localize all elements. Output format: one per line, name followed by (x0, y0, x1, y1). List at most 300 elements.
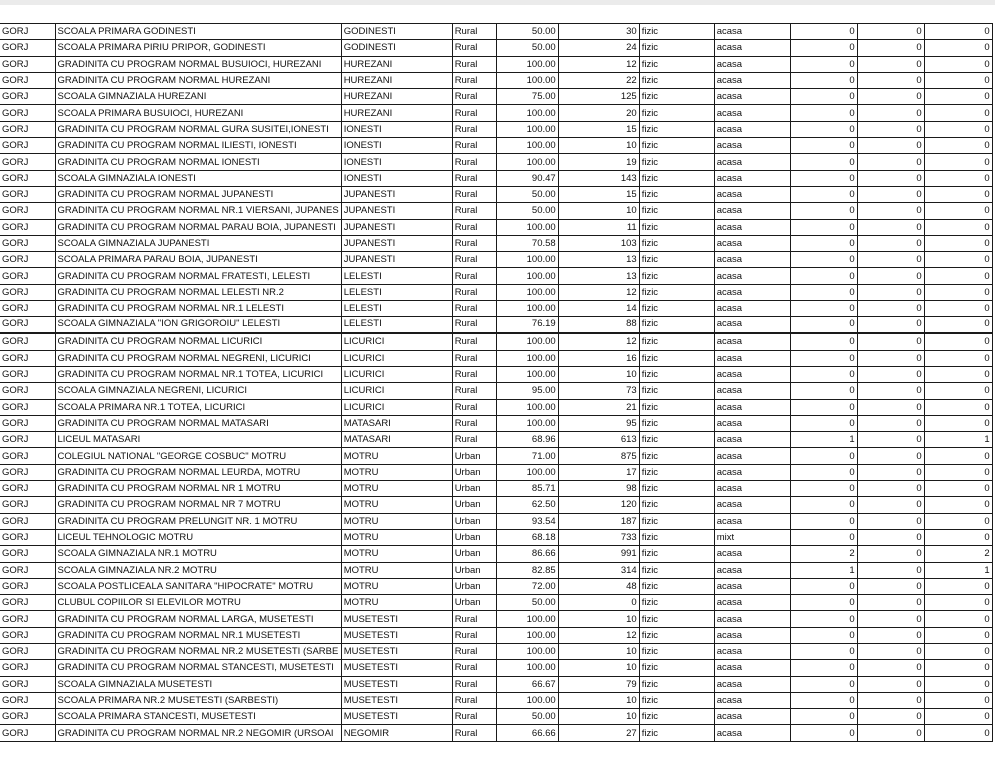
percent-text: 100.00 (526, 123, 556, 135)
county-cell (0, 317, 55, 334)
percent-cell (496, 56, 558, 72)
percent-text: 100.00 (526, 466, 556, 478)
count1-text: 0 (849, 172, 855, 184)
mode-text: fizic (641, 499, 659, 511)
scenario-cell (714, 219, 790, 235)
school-name-text: GRADINITA CU PROGRAM NORMAL NR 7 MOTRU (57, 499, 281, 511)
locality-text: NEGOMIR (343, 727, 390, 739)
area-cell (452, 268, 496, 284)
count1-text: 0 (849, 318, 855, 330)
scenario-cell (714, 399, 790, 415)
area-cell (452, 464, 496, 480)
students-cell (558, 562, 639, 578)
county-cell (0, 595, 55, 611)
locality-cell (341, 56, 452, 72)
percent-text: 100.00 (526, 336, 556, 348)
area-text: Rural (454, 286, 478, 298)
mode-text: fizic (641, 189, 659, 201)
count1-text: 0 (849, 238, 855, 249)
count2-cell (857, 725, 924, 741)
percent-cell (496, 333, 558, 350)
count3-text: 0 (984, 26, 990, 38)
percent-cell (496, 415, 558, 431)
school-name-cell (55, 448, 341, 464)
school-name-text: SCOALA GIMNAZIALA JUPANESTI (57, 238, 210, 249)
school-name-text: GRADINITA CU PROGRAM NORMAL BUSUIOCI, HUREZANI (57, 58, 322, 70)
table-row (0, 366, 992, 382)
count2-cell (857, 72, 924, 88)
students-cell (558, 709, 639, 725)
count3-text: 0 (984, 123, 990, 135)
count1-text: 0 (849, 205, 855, 217)
count2-cell (857, 415, 924, 431)
area-text: Rural (454, 336, 478, 348)
count3-cell (924, 578, 992, 594)
percent-text: 90.47 (531, 172, 556, 184)
count3-text: 0 (984, 75, 990, 87)
scenario-text: acasa (716, 42, 743, 54)
count1-text: 0 (849, 532, 855, 544)
count2-cell (857, 268, 924, 284)
table-row (0, 676, 992, 692)
county-text: GORJ (2, 352, 29, 364)
percent-text: 93.54 (531, 515, 556, 527)
count2-text: 0 (916, 352, 922, 364)
count3-cell (924, 595, 992, 611)
county-cell (0, 89, 55, 105)
mode-cell (639, 546, 714, 562)
percent-text: 70.58 (531, 238, 556, 249)
percent-cell (496, 89, 558, 105)
percent-text: 50.00 (531, 711, 556, 723)
school-name-cell (55, 284, 341, 300)
scenario-text: acasa (716, 318, 743, 330)
table-row (0, 40, 992, 56)
area-cell (452, 219, 496, 235)
count3-cell (924, 415, 992, 431)
locality-text: MOTRU (343, 466, 379, 478)
area-cell (452, 301, 496, 317)
count3-cell (924, 121, 992, 137)
count2-text: 0 (916, 318, 922, 330)
mode-text: fizic (641, 303, 659, 315)
count2-text: 0 (916, 172, 922, 184)
locality-text: JUPANESTI (343, 189, 396, 201)
count2-cell (857, 252, 924, 268)
area-text: Rural (454, 221, 478, 233)
county-cell (0, 513, 55, 529)
area-text: Rural (454, 58, 478, 70)
area-text: Rural (454, 254, 478, 266)
county-cell (0, 611, 55, 627)
count1-cell (790, 481, 857, 497)
county-text: GORJ (2, 580, 29, 592)
count3-text: 0 (984, 613, 990, 625)
count2-text: 0 (916, 434, 922, 446)
count1-cell (790, 72, 857, 88)
count3-cell (924, 350, 992, 366)
students-text: 48 (626, 580, 637, 592)
county-cell (0, 399, 55, 415)
count3-cell (924, 284, 992, 300)
scenario-cell (714, 676, 790, 692)
school-name-text: GRADINITA CU PROGRAM NORMAL LICURICI (57, 336, 263, 348)
area-text: Rural (454, 369, 478, 381)
count1-cell (790, 692, 857, 708)
area-text: Rural (454, 401, 478, 413)
count3-cell (924, 383, 992, 399)
count3-cell (924, 546, 992, 562)
students-text: 98 (626, 483, 637, 495)
county-text: GORJ (2, 42, 29, 54)
count3-text: 0 (984, 646, 990, 658)
count2-text: 0 (916, 613, 922, 625)
students-text: 13 (626, 270, 637, 282)
percent-text: 76.19 (531, 318, 556, 330)
students-text: 103 (620, 238, 637, 249)
mode-cell (639, 252, 714, 268)
count2-cell (857, 154, 924, 170)
area-text: Rural (454, 107, 478, 119)
students-cell (558, 692, 639, 708)
count2-text: 0 (916, 466, 922, 478)
county-cell (0, 235, 55, 251)
students-cell (558, 154, 639, 170)
school-name-text: GRADINITA CU PROGRAM NORMAL LEURDA, MOTRU (57, 466, 301, 478)
scenario-text: acasa (716, 58, 743, 70)
locality-text: MUSETESTI (343, 662, 399, 674)
scenario-text: acasa (716, 678, 743, 690)
percent-text: 100.00 (526, 613, 556, 625)
county-cell (0, 497, 55, 513)
mode-cell (639, 24, 714, 40)
count1-cell (790, 448, 857, 464)
mode-cell (639, 529, 714, 545)
count3-text: 0 (984, 156, 990, 168)
mode-text: fizic (641, 564, 659, 576)
students-text: 875 (620, 450, 637, 462)
school-name-text: GRADINITA CU PROGRAM NORMAL LARGA, MUSETESTI (57, 613, 314, 625)
count2-cell (857, 186, 924, 202)
table-row (0, 24, 992, 40)
school-name-text: GRADINITA CU PROGRAM NORMAL ILIESTI, IONESTI (57, 140, 297, 152)
percent-text: 50.00 (531, 42, 556, 54)
area-cell (452, 252, 496, 268)
mode-cell (639, 562, 714, 578)
count2-text: 0 (916, 303, 922, 315)
school-name-text: GRADINITA CU PROGRAM NORMAL MATASARI (57, 417, 269, 429)
locality-text: MATASARI (343, 417, 391, 429)
count2-cell (857, 464, 924, 480)
school-name-cell (55, 24, 341, 40)
scenario-text: acasa (716, 172, 743, 184)
county-text: GORJ (2, 369, 29, 381)
mode-cell (639, 284, 714, 300)
mode-text: fizic (641, 318, 659, 330)
count3-cell (924, 89, 992, 105)
count2-cell (857, 513, 924, 529)
scenario-text: acasa (716, 270, 743, 282)
school-name-cell (55, 268, 341, 284)
students-cell (558, 56, 639, 72)
mode-cell (639, 627, 714, 643)
locality-text: MUSETESTI (343, 646, 399, 658)
area-text: Rural (454, 238, 478, 249)
count1-cell (790, 627, 857, 643)
county-text: GORJ (2, 662, 29, 674)
students-text: 19 (626, 156, 637, 168)
table-row (0, 105, 992, 121)
students-cell (558, 448, 639, 464)
count2-cell (857, 529, 924, 545)
table-row (0, 415, 992, 431)
count3-text: 1 (984, 434, 990, 446)
county-cell (0, 725, 55, 741)
school-name-text: SCOALA GIMNAZIALA HUREZANI (57, 91, 207, 103)
school-name-text: GRADINITA CU PROGRAM PRELUNGIT NR. 1 MOTRU (57, 515, 298, 527)
table-row (0, 643, 992, 659)
count3-text: 0 (984, 107, 990, 119)
percent-cell (496, 170, 558, 186)
table-body (0, 24, 992, 742)
scenario-cell (714, 268, 790, 284)
locality-cell (341, 383, 452, 399)
count1-text: 0 (849, 123, 855, 135)
county-text: GORJ (2, 450, 29, 462)
mode-text: fizic (641, 646, 659, 658)
locality-cell (341, 546, 452, 562)
percent-cell (496, 317, 558, 334)
county-text: GORJ (2, 401, 29, 413)
count1-text: 0 (849, 156, 855, 168)
students-cell (558, 235, 639, 251)
locality-text: LICURICI (343, 369, 385, 381)
scenario-text: acasa (716, 75, 743, 87)
percent-text: 66.67 (531, 678, 556, 690)
count3-text: 0 (984, 91, 990, 103)
percent-cell (496, 235, 558, 251)
count2-cell (857, 676, 924, 692)
mode-cell (639, 660, 714, 676)
count1-text: 0 (849, 75, 855, 87)
area-text: Rural (454, 613, 478, 625)
county-text: GORJ (2, 91, 29, 103)
locality-cell (341, 154, 452, 170)
count1-text: 0 (849, 42, 855, 54)
count2-cell (857, 317, 924, 334)
school-name-cell (55, 219, 341, 235)
count1-cell (790, 513, 857, 529)
percent-text: 62.50 (531, 499, 556, 511)
count3-cell (924, 40, 992, 56)
table-row (0, 497, 992, 513)
locality-text: IONESTI (343, 140, 382, 152)
count1-cell (790, 235, 857, 251)
count3-text: 0 (984, 172, 990, 184)
count3-text: 0 (984, 189, 990, 201)
count2-cell (857, 105, 924, 121)
area-text: Rural (454, 385, 478, 397)
count3-text: 0 (984, 417, 990, 429)
locality-cell (341, 268, 452, 284)
county-text: GORJ (2, 385, 29, 397)
school-name-cell (55, 56, 341, 72)
school-name-cell (55, 186, 341, 202)
mode-text: fizic (641, 434, 659, 446)
locality-text: IONESTI (343, 172, 382, 184)
students-text: 187 (620, 515, 637, 527)
county-cell (0, 709, 55, 725)
students-text: 10 (626, 369, 637, 381)
locality-text: MOTRU (343, 515, 379, 527)
percent-text: 50.00 (531, 26, 556, 38)
school-name-text: GRADINITA CU PROGRAM NORMAL NR.1 MUSETESTI (57, 629, 301, 641)
school-name-cell (55, 252, 341, 268)
percent-text: 50.00 (531, 205, 556, 217)
mode-text: fizic (641, 450, 659, 462)
county-text: GORJ (2, 727, 29, 739)
count3-text: 0 (984, 629, 990, 641)
area-text: Urban (454, 499, 481, 511)
count2-text: 0 (916, 597, 922, 609)
locality-cell (341, 121, 452, 137)
students-text: 13 (626, 254, 637, 266)
students-cell (558, 643, 639, 659)
school-name-cell (55, 105, 341, 121)
scenario-text: acasa (716, 369, 743, 381)
count3-cell (924, 72, 992, 88)
students-cell (558, 121, 639, 137)
students-text: 14 (626, 303, 637, 315)
school-name-text: GRADINITA CU PROGRAM NORMAL STANCESTI, MUSETESTI (57, 662, 334, 674)
locality-cell (341, 170, 452, 186)
count2-cell (857, 40, 924, 56)
county-cell (0, 72, 55, 88)
count2-text: 0 (916, 417, 922, 429)
locality-cell (341, 660, 452, 676)
count1-text: 0 (849, 91, 855, 103)
count1-text: 0 (849, 254, 855, 266)
school-name-cell (55, 432, 341, 448)
locality-text: JUPANESTI (343, 221, 396, 233)
area-cell (452, 415, 496, 431)
scenario-cell (714, 415, 790, 431)
school-name-cell (55, 317, 341, 334)
percent-text: 82.85 (531, 564, 556, 576)
locality-cell (341, 513, 452, 529)
scenario-text: acasa (716, 711, 743, 723)
school-name-cell (55, 627, 341, 643)
school-name-text: SCOALA PRIMARA PARAU BOIA, JUPANESTI (57, 254, 258, 266)
school-name-text: SCOALA GIMNAZIALA MUSETESTI (57, 678, 213, 690)
students-text: 10 (626, 695, 637, 707)
scenario-cell (714, 186, 790, 202)
county-text: GORJ (2, 483, 29, 495)
scenario-cell (714, 89, 790, 105)
count3-text: 0 (984, 58, 990, 70)
locality-text: HUREZANI (343, 91, 393, 103)
table-row (0, 562, 992, 578)
count3-cell (924, 154, 992, 170)
students-text: 0 (631, 597, 637, 609)
school-name-text: GRADINITA CU PROGRAM NORMAL NR.1 VIERSANI, JUPANES (57, 205, 339, 217)
students-cell (558, 72, 639, 88)
percent-cell (496, 709, 558, 725)
area-text: Rural (454, 91, 478, 103)
count1-text: 0 (849, 580, 855, 592)
county-text: GORJ (2, 286, 29, 298)
locality-cell (341, 448, 452, 464)
area-cell (452, 89, 496, 105)
students-text: 10 (626, 613, 637, 625)
count3-text: 0 (984, 286, 990, 298)
locality-text: MOTRU (343, 532, 379, 544)
percent-text: 68.96 (531, 434, 556, 446)
count2-cell (857, 203, 924, 219)
scenario-cell (714, 660, 790, 676)
locality-text: MUSETESTI (343, 711, 399, 723)
area-text: Urban (454, 548, 481, 560)
count1-cell (790, 709, 857, 725)
count1-cell (790, 611, 857, 627)
count1-cell (790, 219, 857, 235)
table-row (0, 333, 992, 350)
area-text: Rural (454, 678, 478, 690)
area-cell (452, 105, 496, 121)
locality-cell (341, 24, 452, 40)
students-cell (558, 350, 639, 366)
count1-cell (790, 317, 857, 334)
locality-text: GODINESTI (343, 26, 396, 38)
scenario-cell (714, 513, 790, 529)
students-cell (558, 317, 639, 334)
school-name-cell (55, 562, 341, 578)
county-text: GORJ (2, 140, 29, 152)
count1-text: 0 (849, 401, 855, 413)
school-name-text: SCOALA PRIMARA STANCESTI, MUSETESTI (57, 711, 256, 723)
students-cell (558, 186, 639, 202)
count3-cell (924, 432, 992, 448)
school-name-cell (55, 611, 341, 627)
table-row (0, 268, 992, 284)
school-name-cell (55, 399, 341, 415)
students-text: 95 (626, 417, 637, 429)
mode-text: fizic (641, 711, 659, 723)
count1-text: 0 (849, 466, 855, 478)
scenario-cell (714, 154, 790, 170)
percent-text: 66.66 (531, 727, 556, 739)
scenario-text: acasa (716, 123, 743, 135)
mode-text: fizic (641, 352, 659, 364)
locality-text: LICURICI (343, 352, 385, 364)
scenario-cell (714, 333, 790, 350)
table-row (0, 121, 992, 137)
school-name-cell (55, 333, 341, 350)
area-text: Rural (454, 123, 478, 135)
mode-cell (639, 464, 714, 480)
scenario-cell (714, 562, 790, 578)
percent-cell (496, 676, 558, 692)
area-cell (452, 481, 496, 497)
school-name-cell (55, 660, 341, 676)
count2-text: 0 (916, 727, 922, 739)
count2-text: 0 (916, 336, 922, 348)
mode-cell (639, 595, 714, 611)
scenario-text: acasa (716, 548, 743, 560)
students-cell (558, 105, 639, 121)
count3-cell (924, 725, 992, 741)
county-text: GORJ (2, 613, 29, 625)
